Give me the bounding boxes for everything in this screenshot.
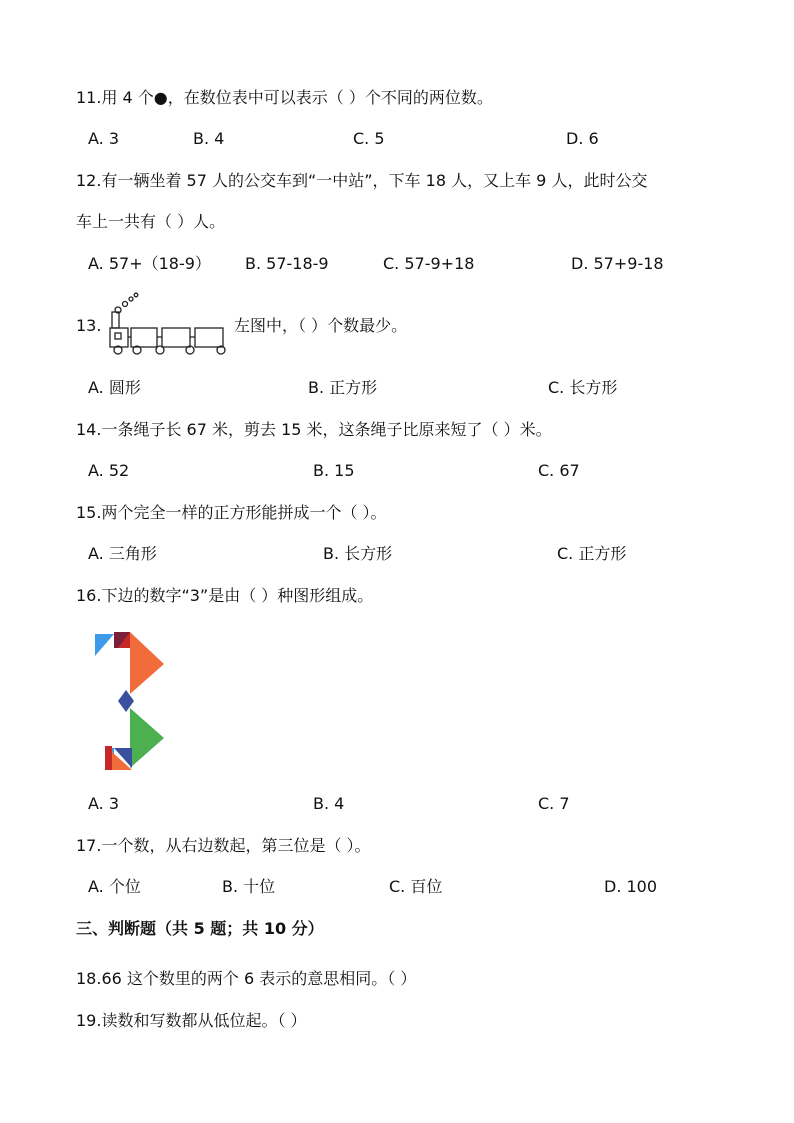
q11-text: 11.用 4 个●，在数位表中可以表示（ ）个不同的两位数。 <box>76 88 493 107</box>
q12-option-d[interactable]: D. 57+9-18 <box>571 254 664 273</box>
q15-option-c[interactable]: C. 正方形 <box>557 544 627 563</box>
q19-text: 19.读数和写数都从低位起。（ ） <box>76 1011 307 1030</box>
q16-option-a[interactable]: A. 3 <box>88 794 120 813</box>
tangram-red-strip <box>105 746 112 770</box>
q15-option-a[interactable]: A. 三角形 <box>88 544 157 563</box>
q12-option-c[interactable]: C. 57-9+18 <box>383 254 475 273</box>
q14-text: 14.一条绳子长 67 米，剪去 15 米，这条绳子比原来短了（ ）米。 <box>76 420 552 439</box>
q12-option-b[interactable]: B. 57-18-9 <box>245 254 329 273</box>
q12-option-a[interactable]: A. 57+（18-9） <box>88 254 211 273</box>
tangram-green-triangle <box>130 708 164 768</box>
tangram-blue-triangle-top <box>95 634 114 656</box>
q16-text: 16.下边的数字“3”是由（ ）种图形组成。 <box>76 586 374 605</box>
q14-option-c[interactable]: C. 67 <box>538 461 580 480</box>
q15-text: 15.两个完全一样的正方形能拼成一个（ ）。 <box>76 503 387 522</box>
q15-option-b[interactable]: B. 长方形 <box>323 544 393 563</box>
q11-option-d[interactable]: D. 6 <box>566 129 599 148</box>
q16-option-b[interactable]: B. 4 <box>313 794 345 813</box>
q13-option-c[interactable]: C. 长方形 <box>548 378 618 397</box>
tangram-three-image <box>92 628 167 773</box>
q17-option-b[interactable]: B. 十位 <box>222 877 276 896</box>
q12-text-line1: 12.有一辆坐着 57 人的公交车到“一中站”，下车 18 人，又上车 9 人，此时公交 <box>76 171 648 190</box>
q13-number: 13. <box>76 316 102 335</box>
tangram-navy-diamond <box>118 690 134 712</box>
q13-option-b[interactable]: B. 正方形 <box>308 378 378 397</box>
section-3-heading: 三、判断题（共 5 题；共 10 分） <box>76 919 324 938</box>
q13-option-a[interactable]: A. 圆形 <box>88 378 141 397</box>
train-icon <box>100 290 235 358</box>
q14-option-b[interactable]: B. 15 <box>313 461 355 480</box>
q12-text-line2: 车上一共有（ ）人。 <box>76 212 226 231</box>
q17-option-d[interactable]: D. 100 <box>604 877 658 896</box>
q11-option-a[interactable]: A. 3 <box>88 129 120 148</box>
tangram-orange-triangle-top <box>130 632 164 694</box>
q11-option-b[interactable]: B. 4 <box>193 129 225 148</box>
q14-option-a[interactable]: A. 52 <box>88 461 130 480</box>
q17-text: 17.一个数，从右边数起，第三位是（ ）。 <box>76 836 371 855</box>
q17-option-c[interactable]: C. 百位 <box>389 877 443 896</box>
q11-option-c[interactable]: C. 5 <box>353 129 385 148</box>
q16-option-c[interactable]: C. 7 <box>538 794 570 813</box>
q18-text: 18.66 这个数里的两个 6 表示的意思相同。（ ） <box>76 969 417 988</box>
q13-text: 左图中，（ ）个数最少。 <box>234 316 408 335</box>
q17-option-a[interactable]: A. 个位 <box>88 877 141 896</box>
